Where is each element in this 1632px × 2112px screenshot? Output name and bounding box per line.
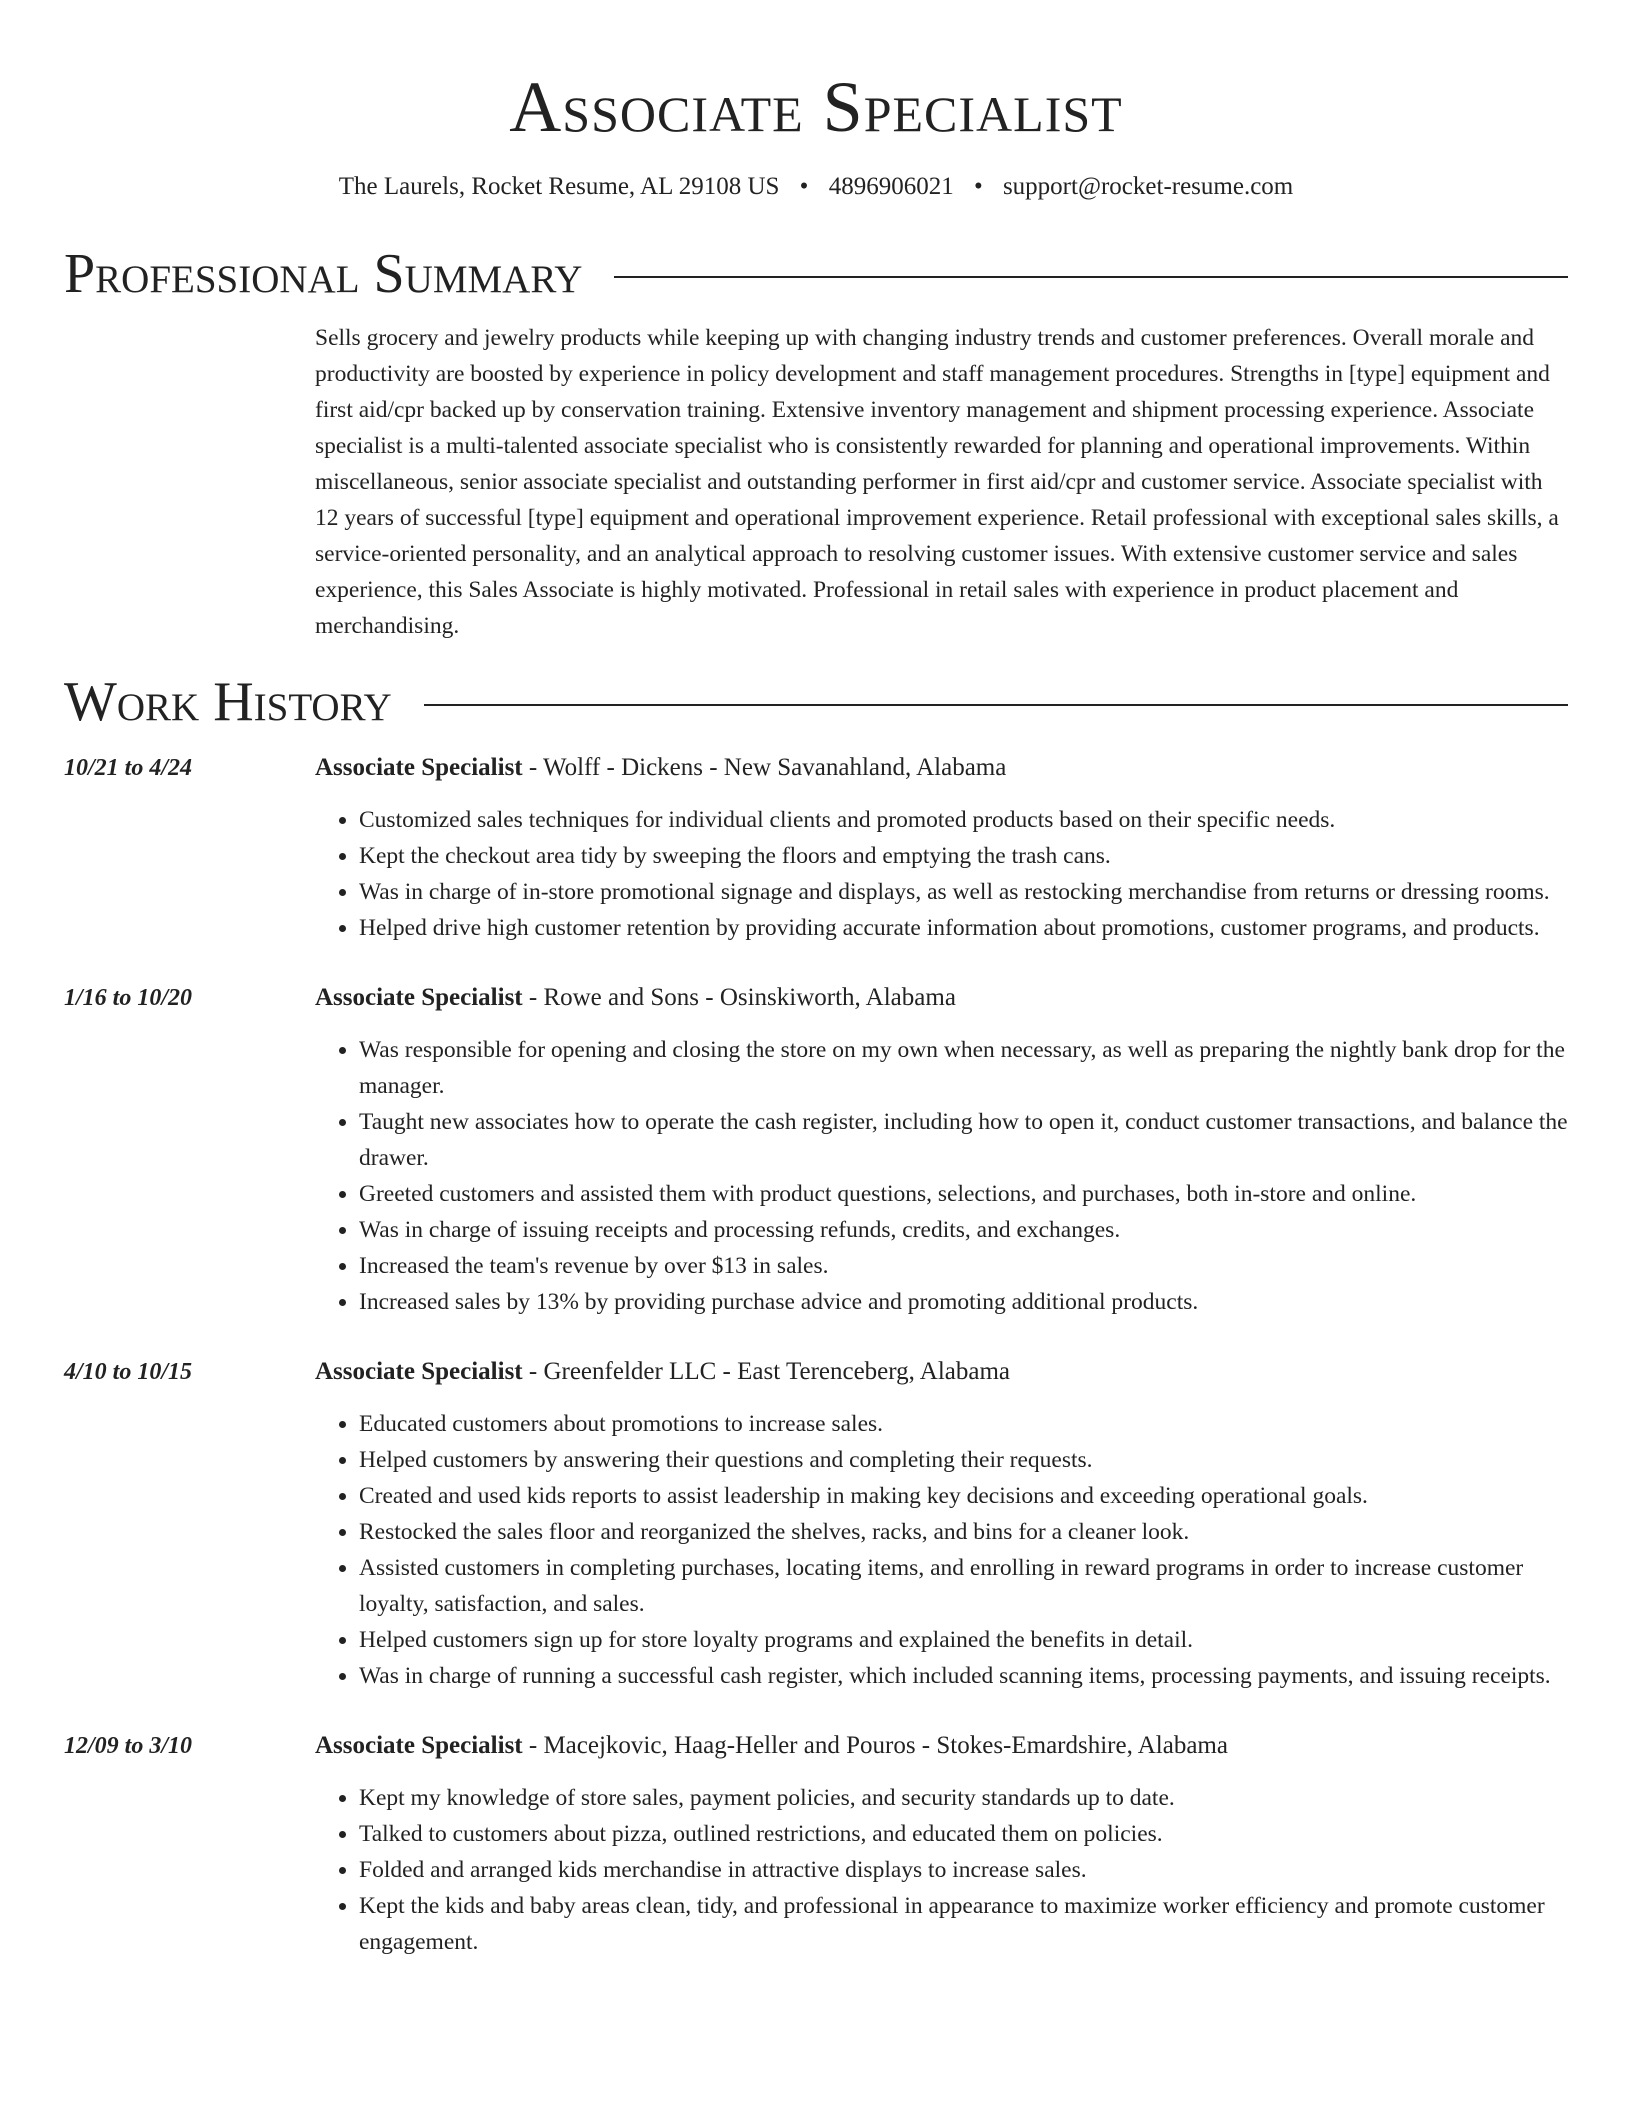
job-dates: 4/10 to 10/15 bbox=[64, 1359, 193, 1385]
job-bullet: • Taught new associates how to operate the cash register, including how to open it, conduct customer transactions, and balance the drawer. bbox=[359, 1104, 1568, 1176]
job-body bbox=[315, 750, 1568, 946]
job-bullet: • Was in charge of running a successful cash register, which included scanning items, processing payments, and issuing receipts. bbox=[359, 1658, 1568, 1694]
job-bullet: • Created and used kids reports to assist leadership in making key decisions and exceeding operational goals. bbox=[359, 1478, 1568, 1514]
job-bullet: • Helped customers sign up for store loyalty programs and explained the benefits in detail. bbox=[359, 1622, 1568, 1658]
job-role: Associate Specialist bbox=[315, 754, 523, 781]
job-bullet: • Greeted customers and assisted them with product questions, selections, and purchases, both in-store and online. bbox=[359, 1176, 1568, 1212]
job-header bbox=[315, 1354, 1568, 1390]
job-bullet-list bbox=[315, 1032, 1568, 1320]
job-header bbox=[315, 750, 1568, 786]
job-employer-location: - Rowe and Sons - Osinskiworth, Alabama bbox=[522, 984, 956, 1011]
job-bullet: • Kept my knowledge of store sales, payment policies, and security standards up to date. bbox=[359, 1780, 1568, 1816]
job-bullet: • Helped customers by answering their questions and completing their requests. bbox=[359, 1442, 1568, 1478]
job-bullet: • Educated customers about promotions to increase sales. bbox=[359, 1406, 1568, 1442]
job-entry bbox=[64, 1354, 1568, 1694]
job-bullet: • Was in charge of issuing receipts and processing refunds, credits, and exchanges. bbox=[359, 1212, 1568, 1248]
job-dates: 12/09 to 3/10 bbox=[64, 1733, 193, 1759]
job-bullet: • Customized sales techniques for individual clients and promoted products based on their specific needs. bbox=[359, 802, 1568, 838]
job-bullet: • Restocked the sales floor and reorganized the shelves, racks, and bins for a cleaner look. bbox=[359, 1514, 1568, 1550]
job-bullet: • Increased sales by 13% by providing purchase advice and promoting additional products. bbox=[359, 1284, 1568, 1320]
job-bullet: • Increased the team's revenue by over $13 in sales. bbox=[359, 1248, 1568, 1284]
job-bullet: • Kept the kids and baby areas clean, tidy, and professional in appearance to maximize worker efficiency and promote customer engagement. bbox=[359, 1888, 1568, 1960]
job-employer-location: - Greenfelder LLC - East Terenceberg, Alabama bbox=[522, 1358, 1011, 1385]
job-bullet: • Assisted customers in completing purchases, locating items, and enrolling in reward programs in order to increase customer loyalty, satisfaction, and sales. bbox=[359, 1550, 1568, 1622]
job-role: Associate Specialist bbox=[315, 1358, 523, 1385]
work-history-list bbox=[64, 750, 1568, 1960]
job-bullet: • Helped drive high customer retention by providing accurate information about promotions, customer programs, and products. bbox=[359, 910, 1568, 946]
email: support@rocket-resume.com bbox=[1002, 173, 1294, 200]
job-body bbox=[315, 1354, 1568, 1694]
summary-section-header bbox=[64, 242, 1568, 306]
resume-page bbox=[64, 0, 1568, 1960]
job-entry bbox=[64, 1728, 1568, 1960]
resume-name: Associate Specialist bbox=[509, 67, 1123, 147]
job-bullet: • Kept the checkout area tidy by sweeping the floors and emptying the trash cans. bbox=[359, 838, 1568, 874]
address: The Laurels, Rocket Resume, AL 29108 US bbox=[338, 173, 780, 200]
work-section-header bbox=[64, 670, 1568, 734]
job-bullet: • Folded and arranged kids merchandise in attractive displays to increase sales. bbox=[359, 1852, 1568, 1888]
job-bullet-list bbox=[315, 802, 1568, 946]
job-bullet: • Was responsible for opening and closing the store on my own when necessary, as well as preparing the nightly bank drop for the manager. bbox=[359, 1032, 1568, 1104]
contact-line bbox=[64, 170, 1568, 204]
job-entry bbox=[64, 980, 1568, 1320]
job-header bbox=[315, 980, 1568, 1016]
job-employer-location: - Macejkovic, Haag-Heller and Pouros - Stokes-Emardshire, Alabama bbox=[522, 1732, 1228, 1759]
job-body bbox=[315, 1728, 1568, 1960]
summary-heading: Professional Summary bbox=[64, 243, 583, 305]
job-dates: 10/21 to 4/24 bbox=[64, 755, 193, 781]
summary-text: Sells grocery and jewelry products while keeping up with changing industry trends and customer preferences. Overall morale and productivity are boosted by experience in policy development and staff management procedures. Strengths in [type] equipment and first aid/cpr backed up by conservation training. Extensive inventory management and shipment processing experience. Associate specialist is a multi-talented associate specialist who is consistently rewarded for planning and operational improvements. Within miscellaneous, senior associate specialist and outstanding performer in first aid/cpr and customer service. Associate specialist with 12 years of successful [type] equipment and operational improvement experience. Retail professional with exceptional sales skills, a service-oriented personality, and an analytical approach to resolving customer issues. With extensive customer service and sales experience, this Sales Associate is highly motivated. Professional in retail sales with experience in product placement and merchandising. bbox=[315, 325, 1559, 639]
job-dates: 1/16 to 10/20 bbox=[64, 985, 193, 1011]
job-header bbox=[315, 1728, 1568, 1764]
job-employer-location: - Wolff - Dickens - New Savanahland, Alabama bbox=[522, 754, 1007, 781]
separator-dot: • bbox=[799, 173, 809, 200]
job-body bbox=[315, 980, 1568, 1320]
job-bullet-list bbox=[315, 1780, 1568, 1960]
section-divider bbox=[614, 276, 1568, 278]
separator-dot: • bbox=[973, 173, 983, 200]
job-entry bbox=[64, 750, 1568, 946]
work-heading: Work History bbox=[64, 671, 392, 733]
job-bullet-list bbox=[315, 1406, 1568, 1694]
job-bullet: • Was in charge of in-store promotional signage and displays, as well as restocking merchandise from returns or dressing rooms. bbox=[359, 874, 1568, 910]
job-role: Associate Specialist bbox=[315, 1732, 523, 1759]
job-bullet: • Talked to customers about pizza, outlined restrictions, and educated them on policies. bbox=[359, 1816, 1568, 1852]
phone: 4896906021 bbox=[828, 173, 954, 200]
job-role: Associate Specialist bbox=[315, 984, 523, 1011]
section-divider bbox=[424, 704, 1568, 706]
